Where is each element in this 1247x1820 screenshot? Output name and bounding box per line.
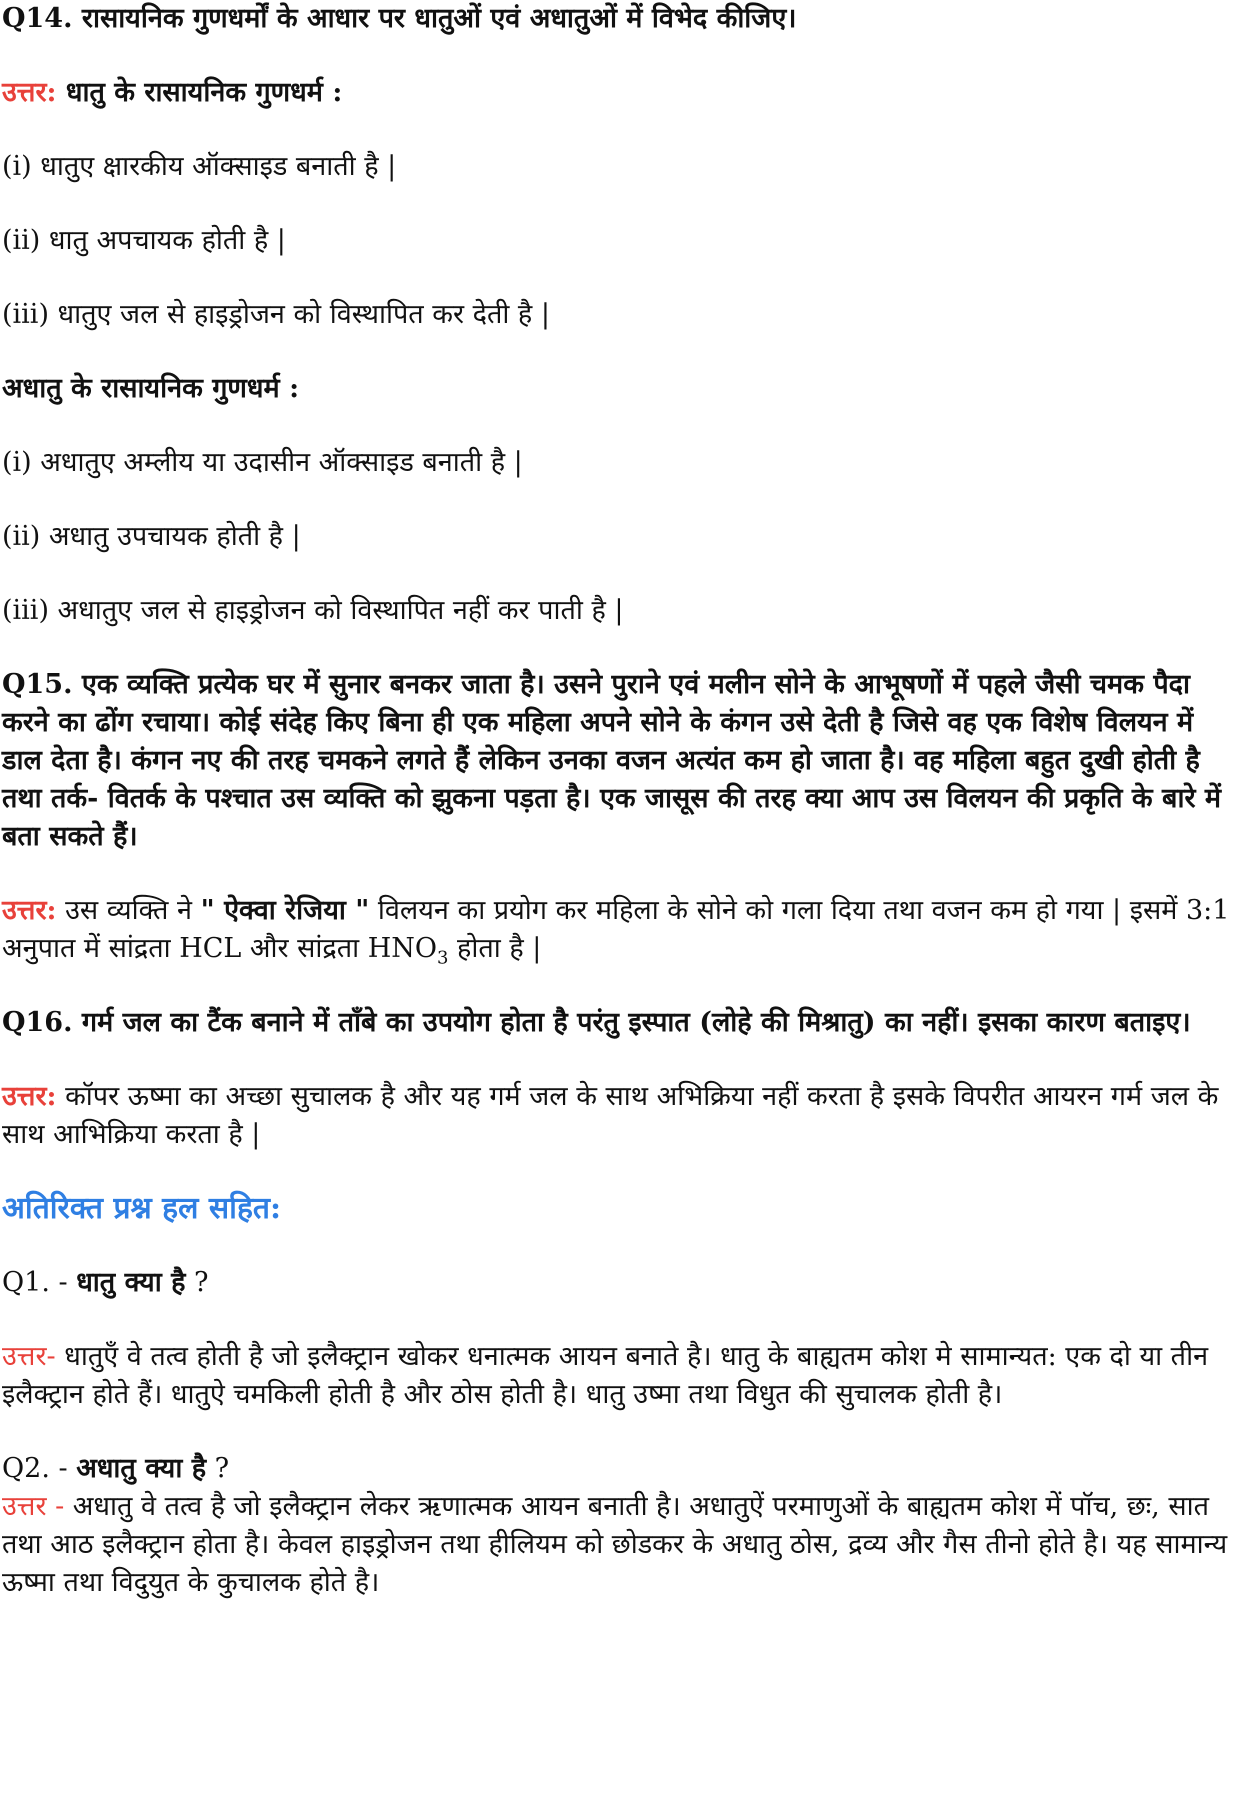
eq2-question bbox=[2, 1450, 1231, 1488]
q15-question-text: एक व्यक्ति प्रत्येक घर में सुनार बनकर जाता है। उसने पुराने एवं मलीन सोने के आभूषणों में पहले जैसी चमक पैदा करने का ढोंग रचाया। कोई संदेह किए बिना ही एक महिला अपने सोने के कंगन उसे देती है जिसे वह एक विशेष विलयन में डाल देता है। कंगन नए की तरह चमकने लगते हैं लेकिन उनका वजन अत्यंत कम हो जाता है। वह महिला बहुत दुखी होती है तथा तर्क- वितर्क के पश्चात उस व्यक्ति को झुकना पड़ता है। एक जासूस की तरह क्या आप उस विलयन की प्रकृति के बारे में बता सकते हैं। bbox=[2, 669, 1222, 852]
q14-question-text: रासायनिक गुणधर्मों के आधार पर धातुओं एवं अधातुओं में विभेद कीजिए। bbox=[81, 3, 797, 34]
answer-label: उत्तर - bbox=[2, 1491, 65, 1522]
nonmetal-point-2: (ii) अधातु उपचायक होती है | bbox=[2, 521, 301, 552]
eq2-answer-text: अधातु वे तत्व है जो इलैक्ट्रान लेकर ऋणात्मक आयन बनाती है। अधातुऐं परमाणुओं के बाह्यतम कोश में पॉच, छः, सात तथा आठ इलैक्ट्रान होता है। केवल हाइड्रोजन तथा हीलियम को छोडकर के अधातु ठोस, द्रव्य और गैस तीनो होते है। यह सामान्य ऊष्मा तथा विदुयुत के कुचालक होते है। bbox=[2, 1491, 1228, 1598]
nonmetal-point-3: (iii) अधातुए जल से हाइड्रोजन को विस्थापित नहीं कर पाती है | bbox=[2, 595, 624, 626]
q15-question bbox=[2, 666, 1231, 856]
q16-number: Q16. bbox=[2, 1007, 73, 1038]
subscript-3: 3 bbox=[437, 947, 449, 969]
q15-number: Q15. bbox=[2, 669, 73, 700]
q14-answer-heading bbox=[2, 74, 1231, 112]
eq1-answer bbox=[2, 1338, 1231, 1414]
nonmetal-heading: अधातु के रासायनिक गुणधर्म : bbox=[2, 373, 300, 404]
q14-number: Q14. bbox=[2, 3, 73, 34]
metal-heading: धातु के रासायनिक गुणधर्म : bbox=[65, 77, 343, 108]
extra-questions-heading: अतिरिक्त प्रश्न हल सहित: bbox=[2, 1191, 282, 1226]
metal-point-3: (iii) धातुए जल से हाइड्रोजन को विस्थापित कर देती है | bbox=[2, 299, 550, 330]
eq1-answer-text: धातुएँ वे तत्व होती है जो इलैक्ट्रान खोकर धनात्मक आयन बनाते है। धातु के बाह्यतम कोश मे सामान्यत: एक दो या तीन इलैक्ट्रान होते हैं। धातुऐ चमकिली होती है और ठोस होती है। धातु उष्मा तथा विधुत की सुचालक होती है। bbox=[2, 1341, 1209, 1410]
eq2-question-mark: ? bbox=[214, 1453, 230, 1484]
eq1-question-mark: ? bbox=[194, 1267, 209, 1298]
q16-question bbox=[2, 1004, 1231, 1042]
q15-answer bbox=[2, 892, 1231, 968]
answer-label: उत्तर- bbox=[2, 1341, 56, 1372]
q16-answer-text: कॉपर ऊष्मा का अच्छा सुचालक है और यह गर्म जल के साथ अभिक्रिया नहीं करता है इसके विपरीत आयरन गर्म जल के साथ आभिक्रिया करता है | bbox=[2, 1081, 1219, 1150]
eq1-question-text: धातु क्या है bbox=[76, 1267, 186, 1298]
nonmetal-point-1: (i) अधातुए अम्लीय या उदासीन ऑक्साइड बनाती है | bbox=[2, 447, 523, 478]
eq1-question bbox=[2, 1264, 1231, 1302]
metal-point-2: (ii) धातु अपचायक होती है | bbox=[2, 225, 286, 256]
answer-label: उत्तर: bbox=[2, 895, 57, 926]
eq2-number: Q2. - bbox=[2, 1453, 68, 1484]
metal-point-1: (i) धातुए क्षारकीय ऑक्साइड बनाती है | bbox=[2, 151, 397, 182]
answer-label: उत्तर: bbox=[2, 1081, 57, 1112]
eq2-answer bbox=[2, 1488, 1231, 1602]
q15-answer-part2: विलयन का प्रयोग कर महिला के सोने को गला दिया तथा वजन कम हो गया | इसमें 3:1 अनुपात में सांद्रता HCL और सांद्रता HNO bbox=[2, 895, 1230, 964]
q16-question-text: गर्म जल का टैंक बनाने में ताँबे का उपयोग होता है परंतु इस्पात (लोहे की मिश्रातु) का नहीं। इसका कारण बताइए। bbox=[81, 1007, 1191, 1038]
q15-answer-part3: होता है | bbox=[448, 933, 542, 964]
q15-answer-part1: उस व्यक्ति ने bbox=[65, 895, 193, 926]
q14-question bbox=[2, 0, 1231, 38]
answer-label: उत्तर: bbox=[2, 77, 57, 108]
eq1-number: Q1. - bbox=[2, 1267, 68, 1298]
aqua-regia-term: " ऐक्वा रेजिया " bbox=[200, 895, 370, 926]
q16-answer bbox=[2, 1078, 1231, 1154]
eq2-question-text: अधातु क्या है bbox=[76, 1453, 207, 1484]
